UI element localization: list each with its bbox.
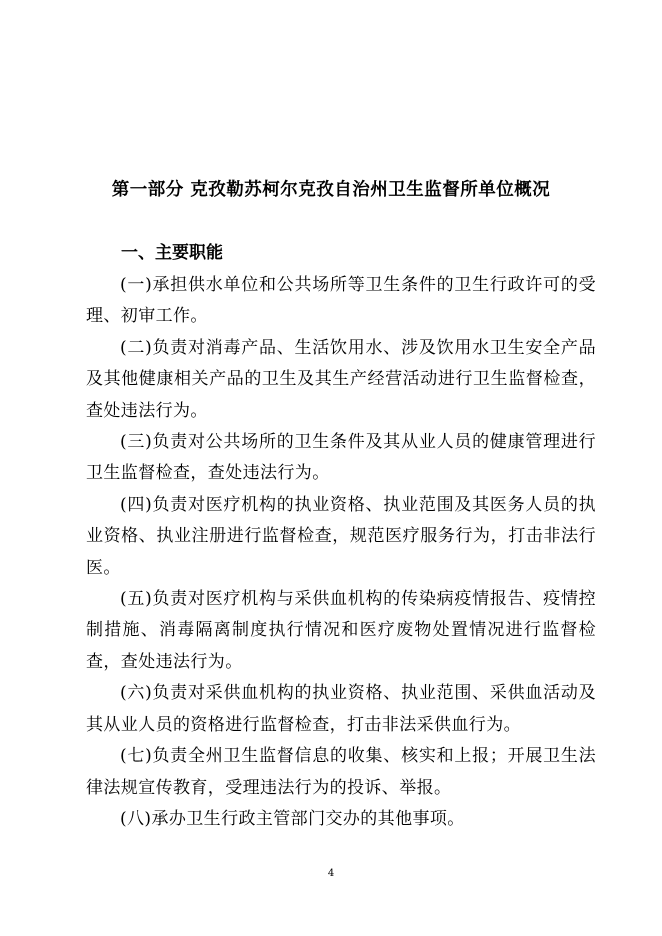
page-number: 4 (327, 868, 335, 879)
paragraph-3: (三)负责对公共场所的卫生条件及其从业人员的健康管理进行卫生监督检查，查处违法行为。 (86, 432, 596, 484)
paragraph-2: (二)负责对消毒产品、生活饮用水、涉及饮用水卫生安全产品及其他健康相关产品的卫生及其生产经营活动进行卫生监督检查，查处违法行为。 (86, 337, 596, 421)
body-text (86, 270, 596, 835)
paragraph-1: (一)承担供水单位和公共场所等卫生条件的卫生行政许可的受理、初审工作。 (86, 275, 596, 327)
paragraph-6: (六)负责对采供血机构的执业资格、执业范围、采供血活动及其从业人员的资格进行监督检查，打击非法采供血行为。 (86, 683, 596, 735)
section-heading: 一、主要职能 (121, 243, 223, 263)
paragraph-4: (四)负责对医疗机构的执业资格、执业范围及其医务人员的执业资格、执业注册进行监督检查，规范医疗服务行为，打击非法行医。 (86, 494, 596, 578)
paragraph-7: (七)负责全州卫生监督信息的收集、核实和上报；开展卫生法律法规宣传教育，受理违法行为的投诉、举报。 (86, 746, 596, 798)
paragraph-5: (五)负责对医疗机构与采供血机构的传染病疫情报告、疫情控制措施、消毒隔离制度执行情况和医疗废物处置情况进行监督检查，查处违法行为。 (86, 589, 596, 672)
page-title: 第一部分 克孜勒苏柯尔克孜自治州卫生监督所单位概况 (111, 180, 551, 200)
paragraph-8: (八)承办卫生行政主管部门交办的其他事项。 (120, 808, 465, 829)
